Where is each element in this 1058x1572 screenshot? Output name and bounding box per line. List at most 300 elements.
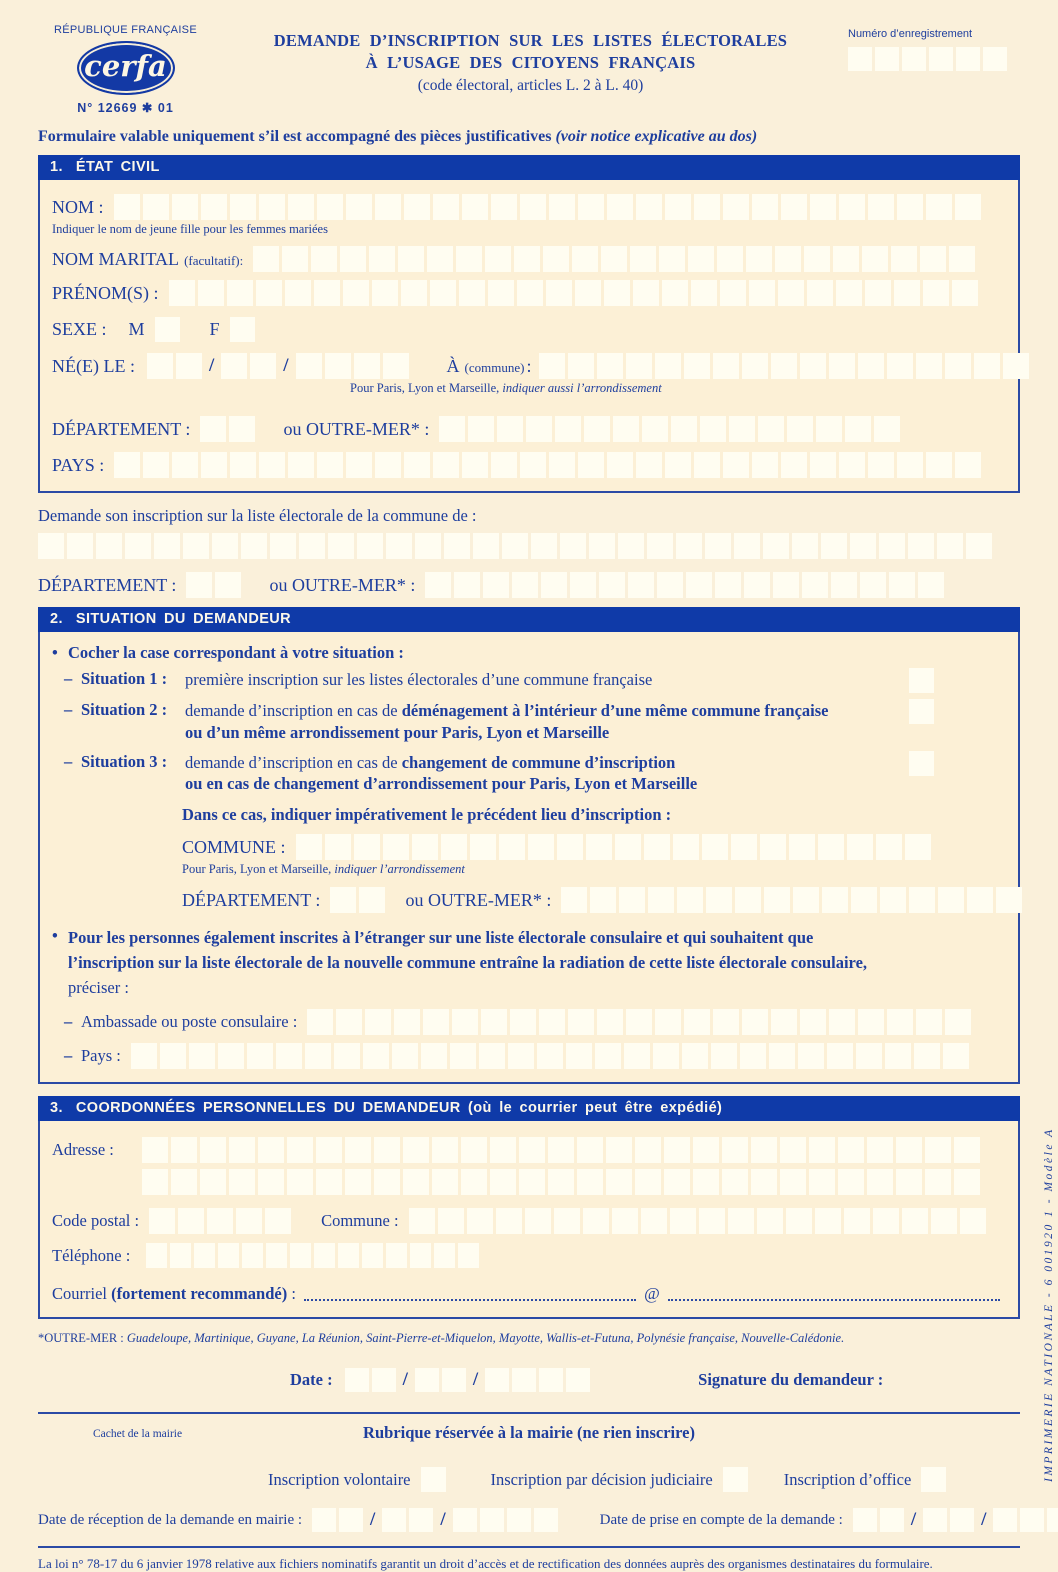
- char-cell[interactable]: [838, 1137, 864, 1163]
- char-cell[interactable]: [176, 353, 202, 379]
- char-cell[interactable]: [490, 1169, 516, 1195]
- char-cell[interactable]: [829, 1009, 855, 1035]
- char-cell[interactable]: [230, 452, 256, 478]
- char-cell[interactable]: [653, 1043, 679, 1069]
- char-cell[interactable]: [584, 416, 610, 442]
- char-cell[interactable]: [343, 280, 369, 306]
- char-cell[interactable]: [531, 533, 557, 559]
- char-cell[interactable]: [560, 533, 586, 559]
- char-cell[interactable]: [956, 47, 980, 71]
- char-cell[interactable]: [684, 353, 710, 379]
- char-cell[interactable]: [945, 353, 971, 379]
- situation-2-checkbox[interactable]: [909, 699, 934, 724]
- char-cell[interactable]: [845, 416, 871, 442]
- char-cell[interactable]: [742, 1009, 768, 1035]
- char-cell[interactable]: [520, 194, 546, 220]
- char-cell[interactable]: [221, 353, 247, 379]
- reception-jour-input[interactable]: [312, 1508, 363, 1532]
- char-cell[interactable]: [599, 572, 625, 598]
- char-cell[interactable]: [328, 533, 354, 559]
- char-cell[interactable]: [146, 1243, 167, 1268]
- char-cell[interactable]: [404, 452, 430, 478]
- char-cell[interactable]: [578, 452, 604, 478]
- precedent-outremer-input[interactable]: [561, 887, 1022, 913]
- char-cell[interactable]: [325, 353, 351, 379]
- char-cell[interactable]: [931, 1208, 957, 1234]
- char-cell[interactable]: [657, 572, 683, 598]
- adresse-input-line1[interactable]: [142, 1137, 980, 1163]
- char-cell[interactable]: [966, 533, 992, 559]
- sexe-f-checkbox[interactable]: [230, 317, 255, 342]
- char-cell[interactable]: [375, 452, 401, 478]
- char-cell[interactable]: [792, 533, 818, 559]
- char-cell[interactable]: [198, 280, 224, 306]
- char-cell[interactable]: [742, 353, 768, 379]
- char-cell[interactable]: [218, 1043, 244, 1069]
- prise-jour-input[interactable]: [853, 1508, 904, 1532]
- char-cell[interactable]: [955, 194, 981, 220]
- char-cell[interactable]: [229, 1137, 255, 1163]
- char-cell[interactable]: [713, 353, 739, 379]
- char-cell[interactable]: [867, 1137, 893, 1163]
- char-cell[interactable]: [880, 1508, 904, 1532]
- char-cell[interactable]: [897, 452, 923, 478]
- char-cell[interactable]: [398, 246, 424, 272]
- char-cell[interactable]: [670, 1208, 696, 1234]
- char-cell[interactable]: [601, 246, 627, 272]
- char-cell[interactable]: [619, 887, 645, 913]
- char-cell[interactable]: [891, 246, 917, 272]
- char-cell[interactable]: [744, 572, 770, 598]
- char-cell[interactable]: [700, 416, 726, 442]
- char-cell[interactable]: [628, 572, 654, 598]
- char-cell[interactable]: [715, 572, 741, 598]
- char-cell[interactable]: [568, 1009, 594, 1035]
- char-cell[interactable]: [860, 572, 886, 598]
- char-cell[interactable]: [694, 194, 720, 220]
- char-cell[interactable]: [462, 194, 488, 220]
- char-cell[interactable]: [330, 887, 356, 913]
- char-cell[interactable]: [955, 452, 981, 478]
- char-cell[interactable]: [659, 246, 685, 272]
- char-cell[interactable]: [887, 353, 913, 379]
- char-cell[interactable]: [229, 416, 255, 442]
- char-cell[interactable]: [694, 452, 720, 478]
- char-cell[interactable]: [789, 834, 815, 860]
- char-cell[interactable]: [577, 1137, 603, 1163]
- char-cell[interactable]: [664, 1169, 690, 1195]
- char-cell[interactable]: [147, 353, 173, 379]
- char-cell[interactable]: [67, 533, 93, 559]
- char-cell[interactable]: [458, 1243, 479, 1268]
- char-cell[interactable]: [383, 834, 409, 860]
- char-cell[interactable]: [207, 1208, 233, 1234]
- char-cell[interactable]: [276, 1043, 302, 1069]
- char-cell[interactable]: [1003, 353, 1029, 379]
- char-cell[interactable]: [925, 1169, 951, 1195]
- char-cell[interactable]: [802, 572, 828, 598]
- char-cell[interactable]: [937, 533, 963, 559]
- departement-input[interactable]: [200, 416, 255, 442]
- char-cell[interactable]: [929, 47, 953, 71]
- char-cell[interactable]: [626, 353, 652, 379]
- char-cell[interactable]: [507, 1508, 531, 1532]
- char-cell[interactable]: [409, 1208, 435, 1234]
- char-cell[interactable]: [200, 416, 226, 442]
- char-cell[interactable]: [526, 416, 552, 442]
- char-cell[interactable]: [873, 1208, 899, 1234]
- pays-consulaire-input[interactable]: [131, 1043, 969, 1069]
- char-cell[interactable]: [170, 1243, 191, 1268]
- char-cell[interactable]: [483, 572, 509, 598]
- char-cell[interactable]: [432, 1137, 458, 1163]
- char-cell[interactable]: [926, 452, 952, 478]
- char-cell[interactable]: [114, 452, 140, 478]
- char-cell[interactable]: [821, 533, 847, 559]
- char-cell[interactable]: [954, 1137, 980, 1163]
- char-cell[interactable]: [850, 533, 876, 559]
- char-cell[interactable]: [909, 887, 935, 913]
- char-cell[interactable]: [178, 1208, 204, 1234]
- char-cell[interactable]: [804, 246, 830, 272]
- char-cell[interactable]: [425, 572, 451, 598]
- char-cell[interactable]: [655, 1009, 681, 1035]
- char-cell[interactable]: [441, 834, 467, 860]
- char-cell[interactable]: [926, 194, 952, 220]
- char-cell[interactable]: [316, 1169, 342, 1195]
- char-cell[interactable]: [722, 1169, 748, 1195]
- char-cell[interactable]: [340, 246, 366, 272]
- char-cell[interactable]: [771, 353, 797, 379]
- char-cell[interactable]: [96, 533, 122, 559]
- char-cell[interactable]: [800, 1009, 826, 1035]
- char-cell[interactable]: [595, 1043, 621, 1069]
- char-cell[interactable]: [879, 533, 905, 559]
- char-cell[interactable]: [125, 533, 151, 559]
- char-cell[interactable]: [618, 533, 644, 559]
- char-cell[interactable]: [751, 1137, 777, 1163]
- char-cell[interactable]: [858, 1009, 884, 1035]
- char-cell[interactable]: [577, 1169, 603, 1195]
- char-cell[interactable]: [853, 1508, 877, 1532]
- char-cell[interactable]: [392, 1043, 418, 1069]
- char-cell[interactable]: [456, 246, 482, 272]
- char-cell[interactable]: [655, 353, 681, 379]
- char-cell[interactable]: [960, 1208, 986, 1234]
- char-cell[interactable]: [114, 194, 140, 220]
- char-cell[interactable]: [589, 533, 615, 559]
- char-cell[interactable]: [362, 1243, 383, 1268]
- char-cell[interactable]: [908, 533, 934, 559]
- char-cell[interactable]: [735, 887, 761, 913]
- char-cell[interactable]: [566, 1368, 590, 1392]
- char-cell[interactable]: [409, 1508, 433, 1532]
- char-cell[interactable]: [372, 280, 398, 306]
- char-cell[interactable]: [1020, 1508, 1044, 1532]
- char-cell[interactable]: [885, 1043, 911, 1069]
- char-cell[interactable]: [539, 1009, 565, 1035]
- char-cell[interactable]: [807, 280, 833, 306]
- char-cell[interactable]: [336, 1009, 362, 1035]
- char-cell[interactable]: [382, 1508, 406, 1532]
- char-cell[interactable]: [258, 1137, 284, 1163]
- char-cell[interactable]: [902, 47, 926, 71]
- char-cell[interactable]: [479, 1043, 505, 1069]
- char-cell[interactable]: [462, 452, 488, 478]
- char-cell[interactable]: [430, 280, 456, 306]
- char-cell[interactable]: [734, 533, 760, 559]
- char-cell[interactable]: [537, 1043, 563, 1069]
- char-cell[interactable]: [644, 834, 670, 860]
- char-cell[interactable]: [993, 1508, 1017, 1532]
- char-cell[interactable]: [775, 246, 801, 272]
- char-cell[interactable]: [691, 280, 717, 306]
- char-cell[interactable]: [200, 1137, 226, 1163]
- char-cell[interactable]: [288, 194, 314, 220]
- char-cell[interactable]: [867, 1169, 893, 1195]
- char-cell[interactable]: [810, 194, 836, 220]
- reception-annee-input[interactable]: [453, 1508, 558, 1532]
- char-cell[interactable]: [833, 246, 859, 272]
- char-cell[interactable]: [171, 1137, 197, 1163]
- char-cell[interactable]: [723, 194, 749, 220]
- commune-courrier-input[interactable]: [409, 1208, 986, 1234]
- char-cell[interactable]: [201, 194, 227, 220]
- char-cell[interactable]: [386, 533, 412, 559]
- precedent-departement-input[interactable]: [330, 887, 385, 913]
- char-cell[interactable]: [510, 1009, 536, 1035]
- char-cell[interactable]: [496, 1208, 522, 1234]
- char-cell[interactable]: [403, 1137, 429, 1163]
- char-cell[interactable]: [229, 1169, 255, 1195]
- char-cell[interactable]: [635, 1169, 661, 1195]
- outremer-input[interactable]: [439, 416, 900, 442]
- char-cell[interactable]: [512, 572, 538, 598]
- char-cell[interactable]: [539, 353, 565, 379]
- char-cell[interactable]: [189, 1043, 215, 1069]
- char-cell[interactable]: [949, 246, 975, 272]
- char-cell[interactable]: [624, 1043, 650, 1069]
- char-cell[interactable]: [242, 1243, 263, 1268]
- char-cell[interactable]: [996, 887, 1022, 913]
- char-cell[interactable]: [142, 1169, 168, 1195]
- char-cell[interactable]: [491, 194, 517, 220]
- char-cell[interactable]: [578, 194, 604, 220]
- naissance-jour-input[interactable]: [147, 353, 202, 379]
- char-cell[interactable]: [325, 834, 351, 860]
- char-cell[interactable]: [38, 533, 64, 559]
- char-cell[interactable]: [401, 280, 427, 306]
- char-cell[interactable]: [702, 834, 728, 860]
- char-cell[interactable]: [201, 452, 227, 478]
- char-cell[interactable]: [856, 1043, 882, 1069]
- adresse-input-line2[interactable]: [142, 1169, 980, 1195]
- char-cell[interactable]: [943, 1043, 969, 1069]
- char-cell[interactable]: [253, 246, 279, 272]
- char-cell[interactable]: [597, 1009, 623, 1035]
- char-cell[interactable]: [1047, 1508, 1058, 1532]
- char-cell[interactable]: [839, 452, 865, 478]
- char-cell[interactable]: [572, 246, 598, 272]
- inscription-office-checkbox[interactable]: [921, 1467, 946, 1492]
- char-cell[interactable]: [369, 246, 395, 272]
- char-cell[interactable]: [461, 1169, 487, 1195]
- char-cell[interactable]: [662, 280, 688, 306]
- date-jour-input[interactable]: [345, 1368, 396, 1392]
- commune-naissance-input[interactable]: [539, 353, 1029, 379]
- char-cell[interactable]: [665, 452, 691, 478]
- char-cell[interactable]: [848, 47, 872, 71]
- char-cell[interactable]: [314, 280, 340, 306]
- char-cell[interactable]: [836, 280, 862, 306]
- prise-mois-input[interactable]: [923, 1508, 974, 1532]
- char-cell[interactable]: [247, 1043, 273, 1069]
- char-cell[interactable]: [259, 452, 285, 478]
- situation-3-checkbox[interactable]: [909, 751, 934, 776]
- char-cell[interactable]: [952, 280, 978, 306]
- sexe-m-checkbox[interactable]: [155, 317, 180, 342]
- char-cell[interactable]: [491, 452, 517, 478]
- char-cell[interactable]: [143, 194, 169, 220]
- char-cell[interactable]: [713, 1009, 739, 1035]
- char-cell[interactable]: [844, 1208, 870, 1234]
- char-cell[interactable]: [717, 246, 743, 272]
- char-cell[interactable]: [528, 834, 554, 860]
- nom-input[interactable]: [114, 194, 981, 220]
- char-cell[interactable]: [346, 452, 372, 478]
- char-cell[interactable]: [868, 452, 894, 478]
- char-cell[interactable]: [461, 1137, 487, 1163]
- char-cell[interactable]: [557, 834, 583, 860]
- char-cell[interactable]: [780, 1137, 806, 1163]
- char-cell[interactable]: [688, 246, 714, 272]
- char-cell[interactable]: [299, 533, 325, 559]
- char-cell[interactable]: [194, 1243, 215, 1268]
- char-cell[interactable]: [438, 1208, 464, 1234]
- char-cell[interactable]: [172, 452, 198, 478]
- char-cell[interactable]: [916, 353, 942, 379]
- char-cell[interactable]: [439, 416, 465, 442]
- char-cell[interactable]: [258, 1169, 284, 1195]
- char-cell[interactable]: [693, 1169, 719, 1195]
- char-cell[interactable]: [354, 353, 380, 379]
- char-cell[interactable]: [386, 1243, 407, 1268]
- char-cell[interactable]: [665, 194, 691, 220]
- char-cell[interactable]: [815, 1208, 841, 1234]
- char-cell[interactable]: [615, 834, 641, 860]
- char-cell[interactable]: [534, 1508, 558, 1532]
- char-cell[interactable]: [758, 416, 784, 442]
- char-cell[interactable]: [473, 533, 499, 559]
- char-cell[interactable]: [287, 1137, 313, 1163]
- inscription-volontaire-checkbox[interactable]: [421, 1467, 446, 1492]
- char-cell[interactable]: [800, 353, 826, 379]
- char-cell[interactable]: [468, 416, 494, 442]
- char-cell[interactable]: [773, 572, 799, 598]
- char-cell[interactable]: [250, 353, 276, 379]
- prenoms-input[interactable]: [169, 280, 978, 306]
- char-cell[interactable]: [607, 452, 633, 478]
- char-cell[interactable]: [676, 533, 702, 559]
- char-cell[interactable]: [974, 353, 1000, 379]
- char-cell[interactable]: [359, 887, 385, 913]
- char-cell[interactable]: [876, 834, 902, 860]
- reception-mois-input[interactable]: [382, 1508, 433, 1532]
- char-cell[interactable]: [305, 1043, 331, 1069]
- courriel-domain-input[interactable]: [668, 1288, 1000, 1301]
- char-cell[interactable]: [442, 1368, 466, 1392]
- char-cell[interactable]: [317, 452, 343, 478]
- char-cell[interactable]: [809, 1169, 835, 1195]
- char-cell[interactable]: [635, 1137, 661, 1163]
- char-cell[interactable]: [641, 1208, 667, 1234]
- char-cell[interactable]: [916, 1009, 942, 1035]
- char-cell[interactable]: [412, 834, 438, 860]
- char-cell[interactable]: [517, 280, 543, 306]
- char-cell[interactable]: [896, 1169, 922, 1195]
- demande-outremer-input[interactable]: [425, 572, 944, 598]
- char-cell[interactable]: [902, 1208, 928, 1234]
- char-cell[interactable]: [894, 280, 920, 306]
- char-cell[interactable]: [143, 452, 169, 478]
- precedent-commune-input[interactable]: [296, 834, 931, 860]
- date-annee-input[interactable]: [485, 1368, 590, 1392]
- char-cell[interactable]: [950, 1508, 974, 1532]
- char-cell[interactable]: [606, 1169, 632, 1195]
- char-cell[interactable]: [485, 246, 511, 272]
- char-cell[interactable]: [444, 533, 470, 559]
- char-cell[interactable]: [394, 1009, 420, 1035]
- char-cell[interactable]: [488, 280, 514, 306]
- demande-departement-input[interactable]: [186, 572, 241, 598]
- char-cell[interactable]: [227, 280, 253, 306]
- char-cell[interactable]: [787, 416, 813, 442]
- char-cell[interactable]: [270, 533, 296, 559]
- char-cell[interactable]: [183, 533, 209, 559]
- char-cell[interactable]: [363, 1043, 389, 1069]
- char-cell[interactable]: [874, 416, 900, 442]
- char-cell[interactable]: [171, 1169, 197, 1195]
- char-cell[interactable]: [450, 1043, 476, 1069]
- char-cell[interactable]: [839, 194, 865, 220]
- char-cell[interactable]: [590, 887, 616, 913]
- char-cell[interactable]: [453, 1508, 477, 1532]
- char-cell[interactable]: [514, 246, 540, 272]
- char-cell[interactable]: [897, 194, 923, 220]
- char-cell[interactable]: [374, 1169, 400, 1195]
- char-cell[interactable]: [154, 533, 180, 559]
- char-cell[interactable]: [410, 1243, 431, 1268]
- char-cell[interactable]: [769, 1043, 795, 1069]
- char-cell[interactable]: [746, 246, 772, 272]
- char-cell[interactable]: [548, 1169, 574, 1195]
- date-mois-input[interactable]: [415, 1368, 466, 1392]
- char-cell[interactable]: [236, 1208, 262, 1234]
- char-cell[interactable]: [664, 1137, 690, 1163]
- char-cell[interactable]: [728, 1208, 754, 1234]
- char-cell[interactable]: [778, 280, 804, 306]
- naissance-annee-input[interactable]: [296, 353, 409, 379]
- char-cell[interactable]: [481, 1009, 507, 1035]
- prise-annee-input[interactable]: [993, 1508, 1058, 1532]
- char-cell[interactable]: [543, 246, 569, 272]
- char-cell[interactable]: [838, 1169, 864, 1195]
- char-cell[interactable]: [757, 1208, 783, 1234]
- char-cell[interactable]: [142, 1137, 168, 1163]
- char-cell[interactable]: [172, 194, 198, 220]
- char-cell[interactable]: [131, 1043, 157, 1069]
- char-cell[interactable]: [682, 1043, 708, 1069]
